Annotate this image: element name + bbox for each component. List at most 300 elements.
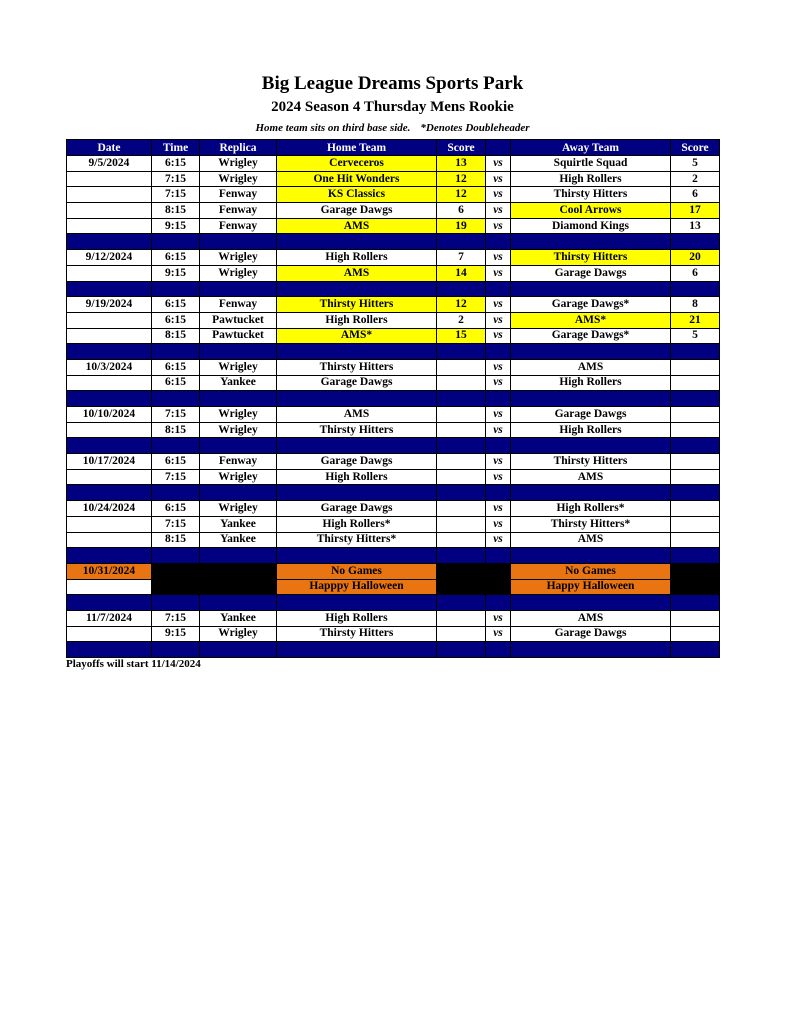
away-team-cell: Thirsty Hitters* — [511, 516, 671, 532]
separator-cell — [67, 391, 152, 407]
page-subtitle: 2024 Season 4 Thursday Mens Rookie — [271, 99, 514, 115]
away-team-cell: AMS — [511, 469, 671, 485]
away-team-cell: Thirsty Hitters — [511, 454, 671, 470]
game-row — [67, 469, 720, 485]
separator-cell — [67, 485, 152, 501]
separator-cell — [152, 281, 200, 297]
home-score-cell: 14 — [437, 265, 486, 281]
vs-cell: vs — [486, 297, 511, 313]
home-team-cell: Thirsty Hitters — [277, 422, 437, 438]
game-row — [67, 218, 720, 234]
schedule-table — [66, 139, 720, 658]
replica-cell: Fenway — [200, 297, 277, 313]
holiday-row — [67, 563, 720, 579]
away-team-cell: AMS — [511, 359, 671, 375]
time-cell: 7:15 — [152, 407, 200, 423]
separator-cell — [437, 344, 486, 360]
separator-cell — [511, 344, 671, 360]
game-row — [67, 250, 720, 266]
date-cell — [67, 328, 152, 344]
separator-cell — [152, 234, 200, 250]
away-score-cell — [671, 579, 720, 595]
separator-cell — [67, 234, 152, 250]
separator-cell — [486, 391, 511, 407]
separator-cell — [486, 642, 511, 658]
vs-cell: vs — [486, 469, 511, 485]
time-cell — [152, 563, 200, 579]
date-cell — [67, 203, 152, 219]
game-row — [67, 626, 720, 642]
separator-cell — [437, 642, 486, 658]
home-team-cell: Thirsty Hitters* — [277, 532, 437, 548]
separator-cell — [671, 438, 720, 454]
game-row — [67, 610, 720, 626]
date-cell — [67, 579, 152, 595]
separator-cell — [200, 548, 277, 564]
separator-cell — [200, 391, 277, 407]
home-team-cell: AMS — [277, 218, 437, 234]
vs-cell: vs — [486, 626, 511, 642]
date-cell: 9/19/2024 — [67, 297, 152, 313]
date-cell: 10/31/2024 — [67, 563, 152, 579]
home-score-cell — [437, 375, 486, 391]
date-cell: 9/5/2024 — [67, 156, 152, 172]
home-score-cell: 12 — [437, 171, 486, 187]
vs-cell: vs — [486, 501, 511, 517]
separator-cell — [511, 642, 671, 658]
home-score-cell: 12 — [437, 297, 486, 313]
home-score-cell — [437, 454, 486, 470]
date-cell: 10/24/2024 — [67, 501, 152, 517]
away-score-cell — [671, 610, 720, 626]
away-team-cell: AMS — [511, 532, 671, 548]
game-row — [67, 375, 720, 391]
game-row — [67, 407, 720, 423]
separator-cell — [200, 344, 277, 360]
home-score-cell: 12 — [437, 187, 486, 203]
vs-cell: vs — [486, 156, 511, 172]
home-score-cell — [437, 579, 486, 595]
home-score-cell: 13 — [437, 156, 486, 172]
away-score-cell: 21 — [671, 312, 720, 328]
home-team-cell: Thirsty Hitters — [277, 626, 437, 642]
vs-cell: vs — [486, 610, 511, 626]
date-cell — [67, 516, 152, 532]
away-team-cell: Thirsty Hitters — [511, 187, 671, 203]
separator-cell — [486, 438, 511, 454]
col-header-away-team: Away Team — [511, 140, 671, 156]
separator-cell — [200, 485, 277, 501]
holiday-row — [67, 579, 720, 595]
separator-cell — [67, 548, 152, 564]
game-row — [67, 156, 720, 172]
separator-cell — [671, 281, 720, 297]
time-cell: 6:15 — [152, 156, 200, 172]
time-cell: 6:15 — [152, 454, 200, 470]
away-team-cell: Happy Halloween — [511, 579, 671, 595]
date-cell — [67, 218, 152, 234]
separator-cell — [67, 642, 152, 658]
time-cell: 6:15 — [152, 375, 200, 391]
home-team-cell: One Hit Wonders — [277, 171, 437, 187]
home-score-cell: 7 — [437, 250, 486, 266]
away-team-cell: High Rollers — [511, 422, 671, 438]
home-score-cell — [437, 626, 486, 642]
away-team-cell: No Games — [511, 563, 671, 579]
time-cell: 8:15 — [152, 422, 200, 438]
separator-cell — [67, 438, 152, 454]
home-team-cell: Thirsty Hitters — [277, 297, 437, 313]
replica-cell — [200, 579, 277, 595]
schedule-note — [0, 122, 785, 134]
week-separator-row — [67, 234, 720, 250]
separator-cell — [437, 595, 486, 611]
separator-cell — [671, 391, 720, 407]
away-score-cell — [671, 469, 720, 485]
separator-cell — [277, 438, 437, 454]
away-score-cell — [671, 407, 720, 423]
time-cell: 7:15 — [152, 610, 200, 626]
separator-cell — [277, 642, 437, 658]
away-score-cell — [671, 516, 720, 532]
week-separator-row — [67, 485, 720, 501]
week-separator-row — [67, 642, 720, 658]
separator-cell — [671, 344, 720, 360]
time-cell — [152, 579, 200, 595]
separator-cell — [67, 281, 152, 297]
home-team-cell: High Rollers — [277, 312, 437, 328]
replica-cell: Fenway — [200, 218, 277, 234]
vs-cell — [486, 563, 511, 579]
separator-cell — [437, 391, 486, 407]
separator-cell — [152, 438, 200, 454]
away-score-cell: 6 — [671, 187, 720, 203]
date-cell — [67, 532, 152, 548]
home-team-cell: No Games — [277, 563, 437, 579]
separator-cell — [200, 642, 277, 658]
home-team-cell: Happpy Halloween — [277, 579, 437, 595]
game-row — [67, 516, 720, 532]
separator-cell — [437, 548, 486, 564]
date-cell — [67, 187, 152, 203]
away-team-cell: Cool Arrows — [511, 203, 671, 219]
away-score-cell: 8 — [671, 297, 720, 313]
vs-cell: vs — [486, 532, 511, 548]
time-cell: 8:15 — [152, 203, 200, 219]
away-score-cell — [671, 532, 720, 548]
separator-cell — [277, 595, 437, 611]
away-team-cell: AMS — [511, 610, 671, 626]
away-team-cell: Thirsty Hitters — [511, 250, 671, 266]
game-row — [67, 203, 720, 219]
game-row — [67, 501, 720, 517]
date-cell — [67, 312, 152, 328]
away-team-cell: High Rollers* — [511, 501, 671, 517]
separator-cell — [277, 485, 437, 501]
separator-cell — [486, 281, 511, 297]
time-cell: 7:15 — [152, 516, 200, 532]
home-team-cell: AMS* — [277, 328, 437, 344]
replica-cell: Wrigley — [200, 469, 277, 485]
away-score-cell: 13 — [671, 218, 720, 234]
home-team-cell: Cerveceros — [277, 156, 437, 172]
home-score-cell — [437, 532, 486, 548]
replica-cell: Pawtucket — [200, 328, 277, 344]
time-cell: 6:15 — [152, 501, 200, 517]
away-score-cell — [671, 375, 720, 391]
home-team-cell: AMS — [277, 265, 437, 281]
separator-cell — [511, 485, 671, 501]
time-cell: 6:15 — [152, 250, 200, 266]
separator-cell — [511, 548, 671, 564]
separator-cell — [511, 391, 671, 407]
time-cell: 9:15 — [152, 626, 200, 642]
vs-cell: vs — [486, 516, 511, 532]
replica-cell: Yankee — [200, 610, 277, 626]
away-score-cell: 5 — [671, 328, 720, 344]
replica-cell: Wrigley — [200, 265, 277, 281]
vs-cell: vs — [486, 375, 511, 391]
date-cell — [67, 265, 152, 281]
game-row — [67, 297, 720, 313]
col-header-home-score: Score — [437, 140, 486, 156]
replica-cell: Wrigley — [200, 359, 277, 375]
game-row — [67, 265, 720, 281]
home-team-cell: AMS — [277, 407, 437, 423]
col-header-date: Date — [67, 140, 152, 156]
away-score-cell — [671, 501, 720, 517]
date-cell: 10/10/2024 — [67, 407, 152, 423]
separator-cell — [200, 595, 277, 611]
date-cell: 10/3/2024 — [67, 359, 152, 375]
week-separator-row — [67, 391, 720, 407]
separator-cell — [277, 281, 437, 297]
time-cell: 8:15 — [152, 328, 200, 344]
home-score-cell — [437, 407, 486, 423]
home-score-cell — [437, 610, 486, 626]
separator-cell — [277, 548, 437, 564]
game-row — [67, 171, 720, 187]
separator-cell — [486, 485, 511, 501]
page-title: Big League Dreams Sports Park — [261, 73, 524, 94]
separator-cell — [671, 642, 720, 658]
away-team-cell: Squirtle Squad — [511, 156, 671, 172]
separator-cell — [200, 234, 277, 250]
separator-cell — [67, 344, 152, 360]
vs-cell — [486, 579, 511, 595]
vs-cell: vs — [486, 312, 511, 328]
game-row — [67, 312, 720, 328]
home-score-cell: 19 — [437, 218, 486, 234]
home-score-cell — [437, 469, 486, 485]
vs-cell: vs — [486, 422, 511, 438]
time-cell: 9:15 — [152, 265, 200, 281]
time-cell: 8:15 — [152, 532, 200, 548]
replica-cell: Wrigley — [200, 171, 277, 187]
separator-cell — [671, 234, 720, 250]
separator-cell — [152, 548, 200, 564]
replica-cell: Wrigley — [200, 501, 277, 517]
away-score-cell — [671, 563, 720, 579]
home-score-cell — [437, 516, 486, 532]
vs-cell: vs — [486, 359, 511, 375]
separator-cell — [152, 391, 200, 407]
home-team-cell: Garage Dawgs — [277, 501, 437, 517]
time-cell: 6:15 — [152, 297, 200, 313]
game-row — [67, 532, 720, 548]
away-score-cell: 5 — [671, 156, 720, 172]
vs-cell: vs — [486, 250, 511, 266]
table-header-row — [67, 140, 720, 156]
replica-cell: Wrigley — [200, 250, 277, 266]
separator-cell — [486, 548, 511, 564]
home-team-cell: High Rollers — [277, 610, 437, 626]
vs-cell: vs — [486, 407, 511, 423]
separator-cell — [200, 438, 277, 454]
separator-cell — [671, 595, 720, 611]
date-cell: 11/7/2024 — [67, 610, 152, 626]
vs-cell: vs — [486, 265, 511, 281]
separator-cell — [277, 391, 437, 407]
vs-cell: vs — [486, 328, 511, 344]
vs-cell: vs — [486, 187, 511, 203]
home-team-cell: Garage Dawgs — [277, 454, 437, 470]
playoffs-note: Playoffs will start 11/14/2024 — [66, 658, 201, 670]
home-score-cell — [437, 422, 486, 438]
col-header-vs — [486, 140, 511, 156]
separator-cell — [511, 595, 671, 611]
home-score-cell — [437, 563, 486, 579]
home-team-cell: KS Classics — [277, 187, 437, 203]
separator-cell — [152, 642, 200, 658]
date-cell — [67, 422, 152, 438]
away-score-cell — [671, 626, 720, 642]
week-separator-row — [67, 595, 720, 611]
replica-cell: Wrigley — [200, 156, 277, 172]
away-team-cell: Garage Dawgs — [511, 407, 671, 423]
separator-cell — [277, 234, 437, 250]
away-score-cell: 17 — [671, 203, 720, 219]
replica-cell: Fenway — [200, 454, 277, 470]
separator-cell — [486, 595, 511, 611]
week-separator-row — [67, 548, 720, 564]
separator-cell — [437, 438, 486, 454]
replica-cell: Fenway — [200, 203, 277, 219]
col-header-home-team: Home Team — [277, 140, 437, 156]
time-cell: 7:15 — [152, 469, 200, 485]
away-team-cell: High Rollers — [511, 375, 671, 391]
col-header-time: Time — [152, 140, 200, 156]
home-team-note: Home team sits on third base side. — [255, 122, 411, 134]
replica-cell: Pawtucket — [200, 312, 277, 328]
replica-cell — [200, 563, 277, 579]
replica-cell: Yankee — [200, 532, 277, 548]
time-cell: 9:15 — [152, 218, 200, 234]
separator-cell — [511, 438, 671, 454]
replica-cell: Wrigley — [200, 422, 277, 438]
separator-cell — [671, 548, 720, 564]
away-team-cell: AMS* — [511, 312, 671, 328]
time-cell: 7:15 — [152, 171, 200, 187]
home-score-cell: 6 — [437, 203, 486, 219]
date-cell — [67, 469, 152, 485]
away-team-cell: Garage Dawgs — [511, 265, 671, 281]
col-header-away-score: Score — [671, 140, 720, 156]
replica-cell: Fenway — [200, 187, 277, 203]
separator-cell — [486, 234, 511, 250]
time-cell: 6:15 — [152, 312, 200, 328]
separator-cell — [511, 281, 671, 297]
away-team-cell: Garage Dawgs — [511, 626, 671, 642]
col-header-replica: Replica — [200, 140, 277, 156]
home-score-cell — [437, 359, 486, 375]
separator-cell — [437, 485, 486, 501]
home-team-cell: High Rollers — [277, 250, 437, 266]
date-cell — [67, 375, 152, 391]
game-row — [67, 187, 720, 203]
week-separator-row — [67, 281, 720, 297]
away-team-cell: Garage Dawgs* — [511, 328, 671, 344]
replica-cell: Yankee — [200, 516, 277, 532]
home-team-cell: High Rollers* — [277, 516, 437, 532]
separator-cell — [437, 281, 486, 297]
date-cell — [67, 171, 152, 187]
date-cell: 9/12/2024 — [67, 250, 152, 266]
vs-cell: vs — [486, 218, 511, 234]
away-score-cell: 20 — [671, 250, 720, 266]
separator-cell — [277, 344, 437, 360]
week-separator-row — [67, 344, 720, 360]
away-team-cell: High Rollers — [511, 171, 671, 187]
game-row — [67, 328, 720, 344]
vs-cell: vs — [486, 454, 511, 470]
home-team-cell: Thirsty Hitters — [277, 359, 437, 375]
replica-cell: Wrigley — [200, 407, 277, 423]
away-score-cell — [671, 454, 720, 470]
game-row — [67, 454, 720, 470]
replica-cell: Yankee — [200, 375, 277, 391]
home-team-cell: Garage Dawgs — [277, 203, 437, 219]
home-team-cell: High Rollers — [277, 469, 437, 485]
separator-cell — [152, 485, 200, 501]
home-score-cell: 2 — [437, 312, 486, 328]
separator-cell — [671, 485, 720, 501]
replica-cell: Wrigley — [200, 626, 277, 642]
home-team-cell: Garage Dawgs — [277, 375, 437, 391]
vs-cell: vs — [486, 171, 511, 187]
separator-cell — [152, 344, 200, 360]
time-cell: 6:15 — [152, 359, 200, 375]
doubleheader-note: *Denotes Doubleheader — [420, 122, 530, 134]
week-separator-row — [67, 438, 720, 454]
away-score-cell: 6 — [671, 265, 720, 281]
date-cell — [67, 626, 152, 642]
game-row — [67, 359, 720, 375]
separator-cell — [486, 344, 511, 360]
away-team-cell: Garage Dawgs* — [511, 297, 671, 313]
away-score-cell — [671, 422, 720, 438]
vs-cell: vs — [486, 203, 511, 219]
date-cell: 10/17/2024 — [67, 454, 152, 470]
time-cell: 7:15 — [152, 187, 200, 203]
game-row — [67, 422, 720, 438]
separator-cell — [511, 234, 671, 250]
separator-cell — [152, 595, 200, 611]
separator-cell — [67, 595, 152, 611]
away-team-cell: Diamond Kings — [511, 218, 671, 234]
home-score-cell: 15 — [437, 328, 486, 344]
separator-cell — [200, 281, 277, 297]
